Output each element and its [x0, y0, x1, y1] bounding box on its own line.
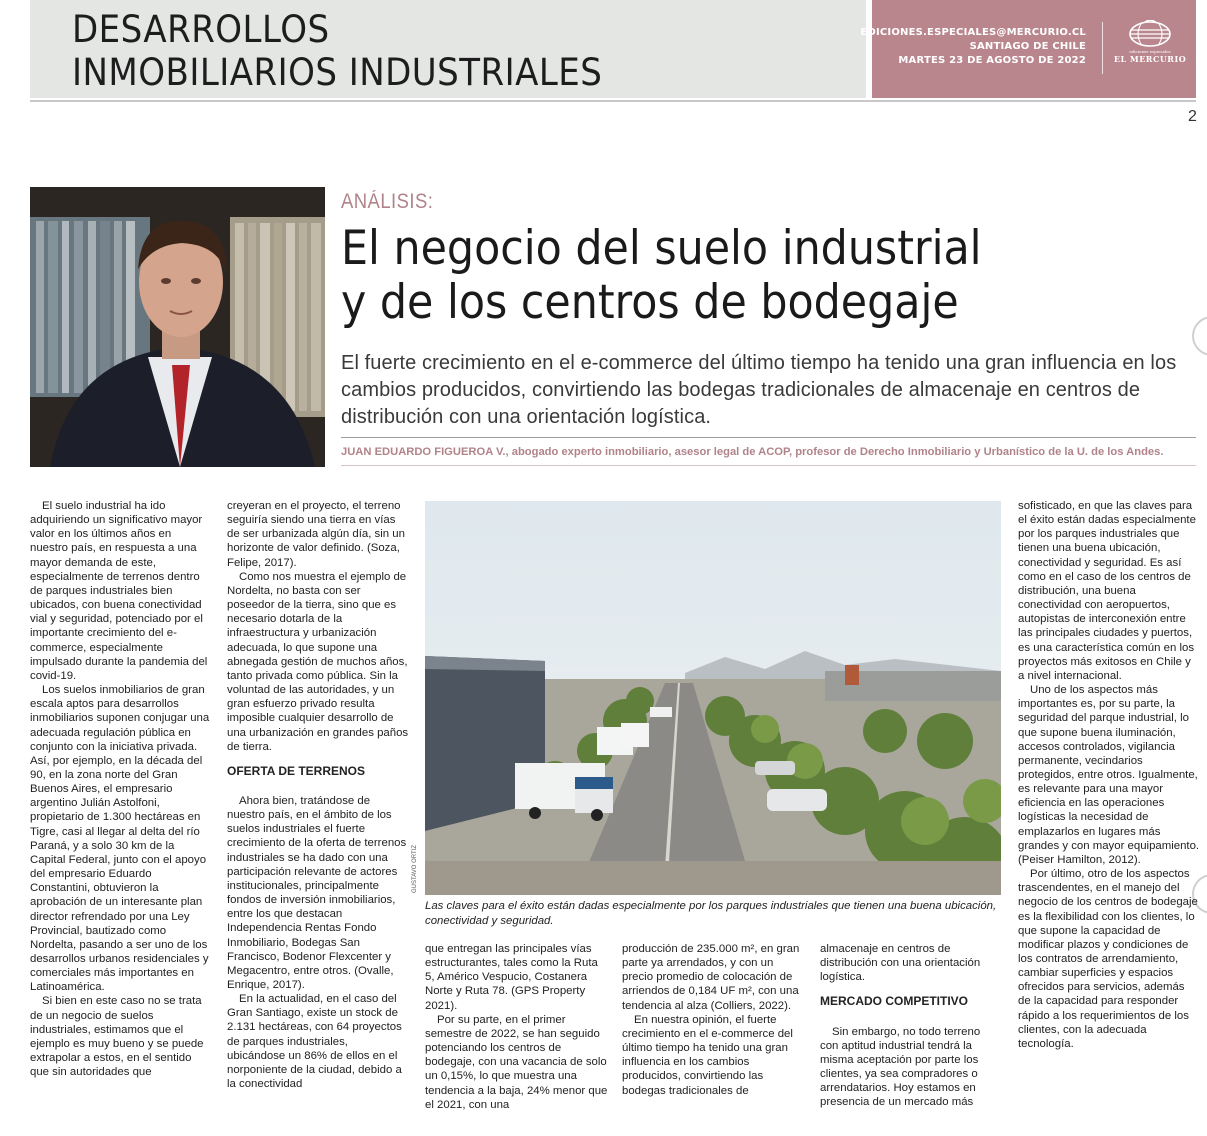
mercury-globe-icon	[1127, 20, 1173, 48]
author-portrait	[30, 187, 325, 467]
headline-line2: y de los centros de bodegaje	[341, 275, 959, 330]
photo-caption: Las claves para el éxito están dadas especialmente por los parques industriales que tienen una buena ubicación, conectividad y seguridad.	[425, 900, 997, 927]
subheading-mercado: MERCADO COMPETITIVO	[820, 994, 969, 1009]
section-header-band	[30, 0, 866, 98]
article-headline	[341, 222, 982, 330]
body-paragraph: Sin embargo, no todo terreno con aptitud industrial tendrá la misma aceptación por parte los clientes, ya sea compradores o arrendatarios. Hoy estamos en presencia de un mercado más	[820, 1025, 981, 1109]
body-paragraph: Como nos muestra el ejemplo de Nordelta, no basta con ser poseedor de la tierra, sino que es necesario dotarla de la infraestructura y urbanización adecuada, lo que supone una abnegada gestión de muchos años, tanto privada como pública. Sin la voluntad de las autoridades, y un gran esfuerzo privado resulta imposible cualquier desarrollo de una urbanización en grandes paños de tierra.	[227, 570, 409, 753]
subheading-oferta: OFERTA DE TERRENOS	[227, 763, 366, 778]
byline-rule-bottom	[341, 465, 1196, 466]
masthead-email: EDICIONES.ESPECIALES@MERCURIO.CL	[860, 27, 1086, 38]
body-paragraph: Por último, otro de los aspectos trascendentes, en el manejo del negocio de los centros de bodegaje es la flexibilidad con los clientes, lo que supone la capacidad de modificar plazos y condiciones de los contratos de arrendamiento, cambiar superficies y espacios ofrecidos para servicios, además de la capacidad para responder rápido a los requerimientos de los clientes, con la adecuada tecnología.	[1018, 868, 1198, 1050]
el-mercurio-logo	[1110, 20, 1190, 76]
body-paragraph: que entregan las principales vías estructurantes, tales como la Ruta 5, Américo Vespucio, Costanera Norte y Ruta 78. (GPS Property 2021).	[425, 943, 598, 1012]
article-byline: JUAN EDUARDO FIGUEROA V., abogado experto inmobiliario, asesor legal de ACOP, profesor de Derecho Inmobiliario y Urbanístico de la U. de los Andes.	[341, 446, 1164, 458]
body-paragraph: Ahora bien, tratándose de nuestro país, en el ámbito de los suelos industriales el fuerte crecimiento de la oferta de terrenos industriales se ha dado con una participación relevante de actores institucionales, principalmente fondos de inversión inmobiliarios, entre los que destacan Independencia Rentas Fondo Inmobiliario, Bodegas San Francisco, Bodenor Flexcenter y Megacentro, entre otros. (Ovalle, Enrique, 2017).	[227, 794, 407, 991]
page-number: 2	[1188, 108, 1197, 125]
body-paragraph: Por su parte, en el primer semestre de 2022, se han seguido potenciando los centros de bodegaje, con una vacancia de solo un 0,15%, lo que muestra una tendencia a la baja, 24% menor que el 2021, con una	[425, 1013, 608, 1111]
body-paragraph: Uno de los aspectos más importantes es, por su parte, la seguridad del parque industrial, lo que supone buena iluminación, accesos controlados, vigilancia permanente, vecindarios protegidos, entre otros. Igualmente, es relevante para una mayor eficiencia en las operaciones logísticas la necesidad de emplazarlos en lugares más grandes y con mayor equipamiento. (Peiser Hamilton, 2012).	[1018, 684, 1200, 866]
body-paragraph: sofisticado, en que las claves para el éxito están dadas especialmente por los parques industriales que tienen una buena ubicación, conectividad y seguridad. Es así como en el caso de los centros de distribución, una buena conectividad con aeropuertos, autopistas de interconexión entre las principales ciudades y puertos, es una característica común en los proyectos más exitosos en Chile y a nivel internacional.	[1018, 500, 1196, 682]
edge-handle-top	[1192, 316, 1207, 356]
masthead-band	[860, 0, 1196, 98]
body-paragraph: creyeran en el proyecto, el terreno seguiría siendo una tierra en vías de ser urbanizada algún día, sin un horizonte de valor definido. (Soza, Felipe, 2017).	[227, 500, 405, 569]
body-paragraph: En la actualidad, en el caso del Gran Santiago, existe un stock de 2.131 hectáreas, con 64 proyectos de parques industriales, ubicándose un 86% de ellos en el norponiente de la ciudad, debido a la conectividad	[227, 993, 402, 1091]
header-rule	[30, 100, 1196, 102]
section-title-line1: DESARROLLOS	[72, 8, 330, 51]
masthead-meta	[860, 26, 1086, 68]
body-column-4	[622, 942, 805, 1098]
article-kicker: ANÁLISIS:	[341, 190, 434, 213]
body-column-5	[820, 942, 995, 1110]
logo-name: EL MERCURIO	[1113, 54, 1187, 64]
body-paragraph: producción de 235.000 m², en gran parte ya arrendados, y con un precio promedio de colocación de arriendos de 0,184 UF m², con una tendencia al alza (Colliers, 2022).	[622, 943, 800, 1012]
body-column-1	[30, 499, 212, 1079]
industrial-park-photo	[425, 501, 1001, 895]
body-paragraph: Si bien en este caso no se trata de un negocio de suelos industriales, estimamos que el ejemplo es muy bueno y se puede extrapolar a estos, en el sentido que sin autoridades que	[30, 995, 204, 1079]
byline-rule-top	[341, 437, 1196, 438]
body-paragraph: almacenaje en centros de distribución con una orientación logística.	[820, 943, 981, 984]
body-paragraph: Los suelos inmobiliarios de gran escala aptos para desarrollos inmobiliarios suponen conjugar una adecuada regulación pública en conjunto con la iniciativa privada. Así, por ejemplo, en la década del 90, en la zona norte del Gran Buenos Aires, el empresario argentino Julián Astolfoni, propietario de 1.300 hectáreas en Tigre, casi al llegar al delta del río Paraná, y a solo 30 km de la Capital Federal, junto con el apoyo del empresario Eduardo Constantini, obtuvieron la aprobación de un interesante plan director refrendado por una Ley Provincial, bautizado como Nordelta, pasando a ser uno de los desarrollos urbanos residenciales y comerciales más importantes en Latinoamérica.	[30, 684, 210, 994]
body-column-6	[1018, 499, 1200, 1051]
masthead-date: MARTES 23 DE AGOSTO DE 2022	[898, 55, 1086, 66]
body-paragraph: El suelo industrial ha ido adquiriendo un significativo mayor valor en los últimos años en nuestro país, en respuesta a una mayor demanda de este, especialmente de terrenos dentro de parques industriales bien ubicados, con buena conectividad vial y seguridad, potenciado por el importante crecimiento del e-commerce, especialmente impulsado durante la pandemia del covid-19.	[30, 500, 208, 682]
logo-subtitle: ediciones especiales	[1129, 49, 1171, 54]
section-title-line2: INMOBILIARIOS INDUSTRIALES	[72, 51, 603, 94]
masthead-city: SANTIAGO DE CHILE	[969, 41, 1086, 52]
section-title	[72, 8, 602, 94]
article-deck: El fuerte crecimiento en el e-commerce del último tiempo ha tenido una gran influencia en los cambios producidos, convirtiendo las bodegas tradicionales de almacenaje en centros de distribución con una orientación logística.	[341, 352, 1177, 428]
body-paragraph: En nuestra opinión, el fuerte crecimiento en el e-commerce del último tiempo ha tenido una gran influencia en los cambios producidos, convirtiendo las bodegas tradicionales de	[622, 1013, 793, 1097]
headline-line1: El negocio del suelo industrial	[341, 221, 982, 276]
masthead-divider	[1102, 22, 1103, 74]
body-column-2	[227, 499, 409, 1091]
photo-credit: GUSTAVO ORTIZ	[412, 844, 418, 893]
body-column-3	[425, 942, 608, 1112]
